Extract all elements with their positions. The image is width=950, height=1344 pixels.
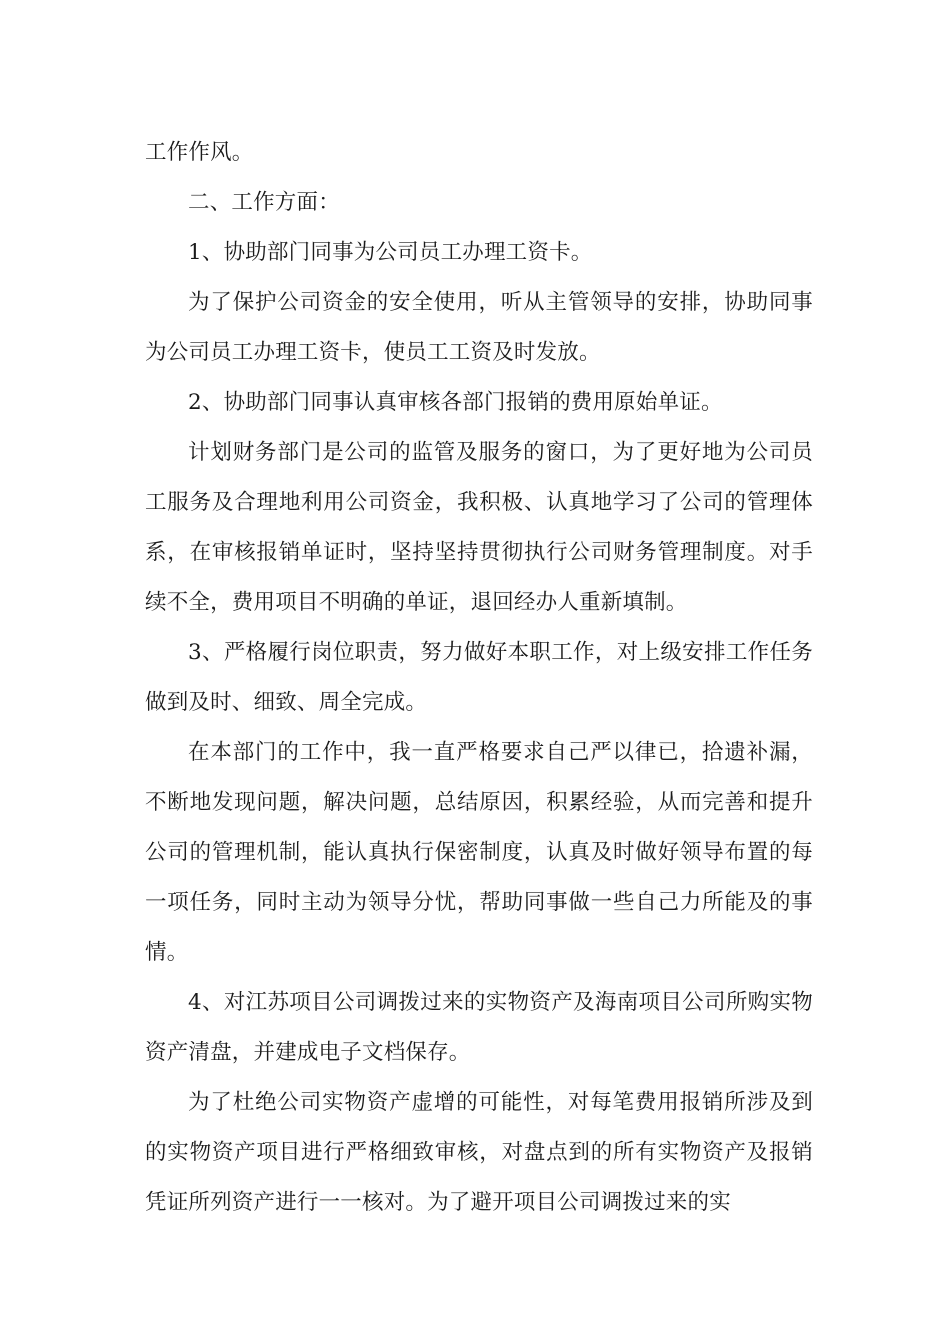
item-heading-4: 4、对江苏项目公司调拨过来的实物资产及海南项目公司所购实物资产清盘，并建成电子文档保存。 xyxy=(145,990,813,1065)
paragraph-1: 工作作风。 xyxy=(145,140,254,165)
paragraph-6: 计划财务部门是公司的监管及服务的窗口，为了更好地为公司员工服务及合理地利用公司资金，我积极、认真地学习了公司的管理体系，在审核报销单证时，坚持坚持贯彻执行公司财务管理制度。对手续不全，费用项目不明确的单证，退回经办人重新填制。 xyxy=(145,440,813,615)
item-heading-3: 3、严格履行岗位职责，努力做好本职工作，对上级安排工作任务做到及时、细致、周全完成。 xyxy=(145,640,813,715)
paragraph-8: 在本部门的工作中，我一直严格要求自己严以律已，拾遗补漏，不断地发现问题，解决问题，总结原因，积累经验，从而完善和提升公司的管理机制，能认真执行保密制度，认真及时做好领导布置的每一项任务，同时主动为领导分忧，帮助同事做一些自己力所能及的事情。 xyxy=(145,740,813,965)
item-heading-1: 1、协助部门同事为公司员工办理工资卡。 xyxy=(188,240,593,265)
item-heading-2: 2、协助部门同事认真审核各部门报销的费用原始单证。 xyxy=(188,390,723,415)
document-body xyxy=(145,128,813,1228)
paragraph-4: 为了保护公司资金的安全使用，听从主管领导的安排，协助同事为公司员工办理工资卡，使员工工资及时发放。 xyxy=(145,290,813,365)
paragraph-10: 为了杜绝公司实物资产虚增的可能性，对每笔费用报销所涉及到的实物资产项目进行严格细致审核，对盘点到的所有实物资产及报销凭证所列资产进行一一核对。为了避开项目公司调拨过来的实 xyxy=(145,1090,813,1215)
section-heading-work: 二、工作方面： xyxy=(188,190,340,215)
